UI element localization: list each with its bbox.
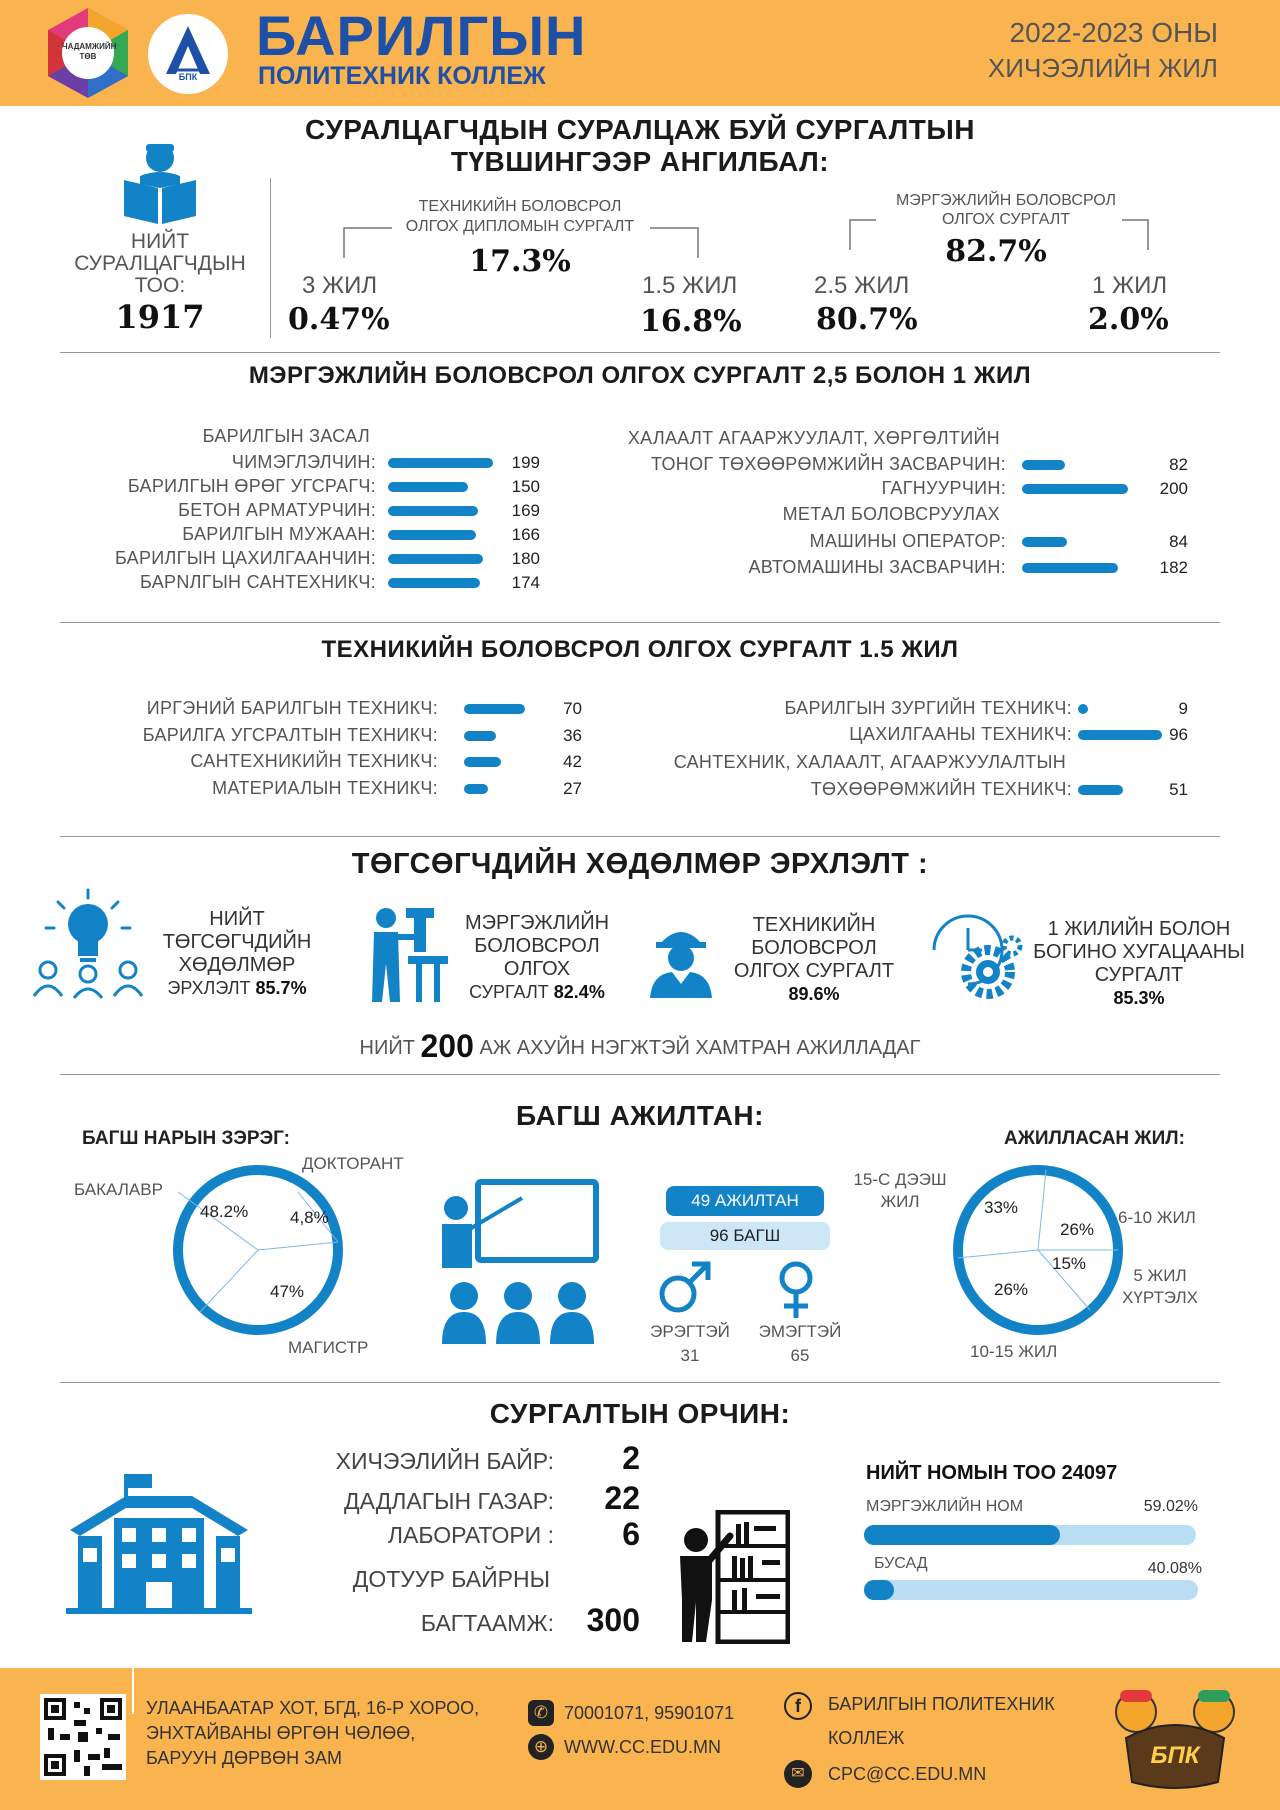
address-line-3: БАРУУН ДӨРВӨН ЗАМ [146,1748,342,1768]
degree-bachelor-label: БАКАЛАВР [74,1180,163,1199]
prof-left-value-3: 169 [511,501,540,520]
gears-clock-icon [924,910,1024,1004]
years-10-15-pct: 26% [994,1280,1029,1299]
classification-title-2: ТҮВШИНГЭЭР АНГИЛБАЛ: [450,146,830,177]
prof-section-title: МЭРГЭЖЛИЙН БОЛОВСРОЛ ОЛГОХ СУРГАЛТ 2,5 БОЛОН 1 ЖИЛ [248,362,1032,389]
emp-4-line-1: 1 ЖИЛИЙН БОЛОН [1047,918,1231,940]
level-1-5yr-pct: 16.8% [640,304,742,339]
tech-right-value-1: 9 [1178,699,1188,718]
male-icon [654,1260,714,1316]
years-10-15-label: 10-15 ЖИЛ [970,1342,1058,1361]
level-1yr-label: 1 ЖИЛ [1092,272,1168,299]
male-value: 31 [680,1346,700,1365]
books-2-label: БУСАД [874,1555,928,1572]
books-1-label: МЭРГЭЖЛИЙН НОМ [866,1498,1024,1515]
school-building-icon [66,1470,252,1614]
academic-year-line1: 2022-2023 ОНЫ [1009,17,1218,48]
tech-left-value-4: 27 [563,778,582,798]
divider-4 [60,1074,1220,1075]
level-2-5yr-label: 2.5 ЖИЛ [814,272,910,299]
prof-right-label-2: ГАГНУУРЧИН: [881,478,1006,498]
emp-1-line-1: НИЙТ [209,908,265,930]
bpk-logo-text: БПК [178,72,198,82]
prof-left-header: БАРИЛГЫН ЗАСАЛ [202,426,370,446]
degree-pie-line-3 [200,1250,258,1312]
emp-1-line-2: ТӨГСӨГЧДИЙН [162,931,312,953]
prof-left-label-5: БАРИЛГЫН ЦАХИЛГААНЧИН: [114,548,376,568]
tech-left-label-1: ИРГЭНИЙ БАРИЛГЫН ТЕХНИКЧ: [146,698,438,718]
female-label: ЭМЭГТЭЙ [758,1322,842,1341]
prof-left-label-1: ЧИМЭГЛЭЛЧИН: [231,452,376,472]
books-1-track [864,1525,1196,1545]
prof-left-value-5: 180 [511,549,540,568]
prof-right-bar-4 [1022,563,1118,573]
prof-right-header: ХАЛААЛТ АГААРЖУУЛАЛТ, ХӨРГӨЛТИЙН [627,428,1000,448]
level-3yr-label: 3 ЖИЛ [302,272,378,299]
prof-right-value-4: 182 [1159,558,1188,577]
emp-4-pct: 85.3% [1113,988,1165,1008]
emp-1-last: ЭРХЛЭЛТ [167,978,251,998]
prof-left-value-2: 150 [511,477,540,496]
tech-diploma-label-2: ОЛГОХ ДИПЛОМЫН СУРГАЛТ [405,218,635,235]
prof-right-bar-2 [1022,484,1128,494]
env-row-1-value: 2 [622,1440,640,1476]
female-icon [774,1260,818,1320]
level-1yr-pct: 2.0% [1088,302,1169,337]
footer-divider [132,1668,134,1714]
partners-prefix: НИЙТ [359,1037,415,1059]
tech-left-label-4: МАТЕРИАЛЫН ТЕХНИКЧ: [212,777,438,798]
qr-code[interactable] [40,1694,126,1780]
tech-left-value-3: 42 [563,752,582,771]
emp-2-line-2: БОЛОВСРОЛ [474,935,600,957]
degree-pie-line-2 [258,1242,338,1250]
phone-icon: ✆ [528,1700,554,1726]
tech-right-value-2: 96 [1169,725,1188,744]
tech-left-bar-2 [464,731,496,741]
male-label: ЭРЭГТЭЙ [650,1322,730,1341]
books-2-pct: 40.08% [1147,1560,1202,1577]
tech-left-label-2: БАРИЛГА УГСРАЛТЫН ТЕХНИКЧ: [142,724,438,745]
prof-right-bar-1 [1022,460,1065,470]
emp-4-line-2: БОГИНО ХУГАЦААНЫ [1033,941,1245,963]
years-6-10-pct: 26% [1060,1220,1095,1239]
total-students-label-2: СУРАЛЦАГЧДЫН [74,252,246,275]
employment-title: ТӨГСӨГЧДИЙН ХӨДӨЛМӨР ЭРХЛЭЛТ : [351,848,929,880]
tech-section-title: ТЕХНИКИЙН БОЛОВСРОЛ ОЛГОХ СУРГАЛТ 1.5 ЖИЛ [321,636,959,663]
prof-edu-label-2: ОЛГОХ СУРГАЛТ [941,211,1071,228]
facebook-line-1[interactable]: БАРИЛГЫН ПОЛИТЕХНИК [828,1694,1055,1714]
books-2-track [864,1580,1198,1600]
email-link[interactable]: CPC@CC.EDU.MN [828,1764,987,1784]
tech-left-bar-1 [464,704,525,714]
emp-2-line-4 [452,981,622,1004]
years-5-label-1: 5 ЖИЛ [1133,1266,1187,1285]
degree-doctor-label: ДОКТОРАНТ [302,1154,404,1173]
env-row-3-label: ЛАБОРАТОРИ : [387,1522,554,1548]
prof-left-value-4: 166 [511,525,540,544]
tech-right-header: САНТЕХНИК, ХАЛААЛТ, АГААРЖУУЛАЛТЫН [673,752,1066,772]
level-3yr-pct: 0.47% [288,302,390,337]
emp-3-line-2: БОЛОВСРОЛ [751,937,877,959]
total-students-label-3: ТОО: [134,274,186,297]
env-dorm-label-1: ДОТУУР БАЙРНЫ [352,1566,550,1592]
web-link[interactable]: WWW.CC.EDU.MN [564,1737,721,1757]
books-1-pct: 59.02% [1143,1498,1198,1515]
total-students-label-1: НИЙТ [130,230,190,253]
address-line-1: УЛААНБААТАР ХОТ, БГД, 16-Р ХОРОО, [146,1698,480,1718]
books-1-fill [864,1525,1060,1545]
books-2-fill [864,1580,894,1600]
emp-1-line-3: ХӨДӨЛМӨР [178,954,296,976]
prof-left-value-6: 174 [511,573,540,592]
years-5-pct: 15% [1052,1254,1087,1273]
divider-5 [60,1382,1220,1383]
email-icon: ✉ [784,1760,812,1788]
env-row-2-value: 22 [604,1480,640,1516]
prof-right-header-2: МЕТАЛ БОЛОВСРУУЛАХ [782,504,1000,524]
bpk-logo [148,14,228,94]
partners-line [0,1026,1280,1068]
classification-divider [270,178,271,338]
degree-master-label: МАГИСТР [288,1338,369,1357]
books-title: НИЙТ НОМЫН ТОО 24097 [866,1462,1118,1484]
years-6-10-label: 6-10 ЖИЛ [1118,1208,1196,1227]
prof-left-bar-4 [388,530,476,540]
tech-left-value-2: 36 [563,725,582,745]
tech-right-bar-3 [1078,785,1123,795]
level-2-5yr-pct: 80.7% [816,302,918,337]
divider-3 [60,836,1220,837]
degree-pie [170,1162,346,1338]
library-person-icon [672,1510,790,1644]
env-dorm-label-2: БАГТААМЖ: [420,1610,554,1636]
tech-left-value-1: 70 [563,699,582,718]
idea-people-icon [30,888,146,1000]
emp-2-line-3: ОЛГОХ [503,958,571,980]
prof-left-label-3: БЕТОН АРМАТУРЧИН: [178,500,376,520]
divider-1 [60,352,1220,353]
years-pie [950,1162,1126,1338]
degree-doctor-pct: 4,8% [290,1208,329,1227]
teachers-pill: 96 БАГШ [660,1222,830,1250]
tech-right-label-2: ЦАХИЛГААНЫ ТЕХНИКЧ: [849,724,1072,744]
tech-left-bar-4 [464,784,488,794]
prof-edu-label-1: МЭРГЭЖЛИЙН БОЛОВСРОЛ [895,192,1117,209]
tech-right-bar-1 [1078,704,1088,714]
prof-left-bar-1 [388,458,493,468]
level-1-5yr-label: 1.5 ЖИЛ [642,272,738,299]
teacher-board-icon [438,1178,602,1344]
tech-left-label-3: САНТЕХНИКИЙН ТЕХНИКЧ: [190,751,438,771]
env-row-1-label: ХИЧЭЭЛИЙН БАЙР: [335,1448,554,1474]
prof-left-label-2: БАРИЛГЫН ӨРӨГ УГСРАГЧ: [127,476,376,496]
years-pie-line-4 [958,1250,1038,1258]
degree-master-pct: 47% [270,1282,305,1301]
facebook-line-2[interactable]: КОЛЛЕЖ [828,1728,905,1748]
partners-suffix: АЖ АХУЙН НЭГЖТЭЙ ХАМТРАН АЖИЛЛАДАГ [479,1037,921,1059]
tech-right-label-3: ТӨХӨӨРӨМЖИЙН ТЕХНИКЧ: [810,779,1072,799]
prof-right-value-2: 200 [1159,479,1188,498]
divider-2 [60,622,1220,623]
chadamj-logo-text: ЧАДАМЖИЙН ТӨВ [62,42,117,61]
years-15plus-pct: 33% [984,1198,1019,1217]
facebook-icon: f [784,1692,812,1720]
emp-2-last: СУРГАЛТ [469,982,549,1002]
partners-value: 200 [420,1028,474,1064]
prof-right-label-4: АВТОМАШИНЫ ЗАСВАРЧИН: [748,557,1006,577]
prof-right-value-3: 84 [1169,532,1188,551]
years-15plus-label-2: ЖИЛ [880,1192,920,1211]
employees-pill: 49 АЖИЛТАН [666,1186,824,1216]
emp-1-pct: 85.7% [255,978,307,998]
years-15plus-label-1: 15-С ДЭЭШ [853,1170,947,1189]
env-row-2-label: ДАДЛАГЫН ГАЗАР: [344,1488,554,1514]
emp-3-line-1: ТЕХНИКИЙН [752,914,876,936]
emp-1-line-4 [150,977,324,1000]
emp-2-pct: 82.4% [553,982,605,1002]
student-reading-icon [120,140,200,226]
prof-left-label-6: БАРNЛГЫН САНТЕХНИКЧ: [140,572,376,592]
emp-2-line-1: МЭРГЭЖЛИЙН [464,912,610,934]
environment-title: СУРГАЛТЫН ОРЧИН: [489,1398,791,1429]
prof-left-bar-3 [388,506,478,516]
web-icon: ⊕ [528,1734,554,1760]
tech-right-value-3: 51 [1169,780,1188,799]
years-title: АЖИЛЛАСАН ЖИЛ: [1004,1128,1185,1149]
tech-right-label-1: БАРИЛГЫН ЗУРГИЙН ТЕХНИКЧ: [784,698,1072,718]
prof-left-label-4: БАРИЛГЫН МУЖААН: [182,524,376,544]
engineer-helmet-icon [646,922,716,998]
academic-year-line2: ХИЧЭЭЛИЙН ЖИЛ [987,53,1218,83]
tech-diploma-label-1: ТЕХНИКИЙН БОЛОВСРОЛ [418,198,622,215]
college-subtitle: ПОЛИТЕХНИК КОЛЛЕЖ [258,62,546,90]
env-row-3-value: 6 [622,1516,640,1552]
worker-drill-icon [370,904,452,1004]
emp-3-pct: 89.6% [788,984,840,1004]
prof-edu-pct: 82.7% [945,234,1047,269]
degree-title: БАГШ НАРЫН ЗЭРЭГ: [82,1128,290,1149]
prof-left-bar-2 [388,482,468,492]
classification-title-1: СУРАЛЦАГЧДЫН СУРАЛЦАЖ БУЙ СУРГАЛТЫН [305,114,975,145]
prof-right-label-3: МАШИНЫ ОПЕРАТОР: [809,531,1006,551]
prof-right-label-1: ТОНОГ ТӨХӨӨРӨМЖИЙН ЗАСВАРЧИН: [651,454,1006,474]
prof-left-bar-5 [388,554,483,564]
mascot-logo [1108,1682,1242,1794]
mascot-logo-text: БПК [1150,1742,1200,1769]
prof-right-bar-3 [1022,537,1067,547]
prof-left-value-1: 199 [511,453,540,472]
prof-right-value-1: 82 [1169,455,1188,474]
staff-title: БАГШ АЖИЛТАН: [516,1100,764,1131]
env-dorm-value: 300 [586,1602,640,1638]
female-value: 65 [790,1346,810,1365]
years-5-label-2: ХҮРТЭЛХ [1122,1288,1198,1307]
total-students-value: 1917 [115,298,205,336]
prof-left-bar-6 [388,578,480,588]
college-title: БАРИЛГЫН [256,4,587,67]
tech-left-bar-3 [464,757,501,767]
address-line-2: ЭНХТАЙВАНЫ ӨРГӨН ЧӨЛӨӨ, [146,1723,416,1743]
years-pie-line-1 [1038,1170,1046,1250]
tech-diploma-pct: 17.3% [469,244,571,279]
degree-bachelor-pct: 48.2% [200,1202,249,1221]
emp-3-line-3: ОЛГОХ СУРГАЛТ [733,960,895,982]
chadamj-logo [42,6,134,100]
emp-4-line-3: СУРГАЛТ [1094,964,1184,986]
phone-text[interactable]: 70001071, 95901071 [564,1703,735,1723]
